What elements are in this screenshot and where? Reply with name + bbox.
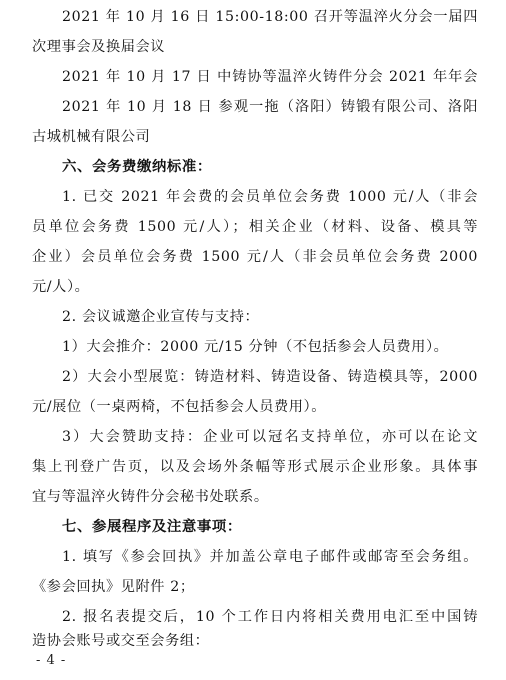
text-line: 元/人）。 [32,279,90,295]
section-heading: 七、参展程序及注意事项： [62,519,242,535]
text-line: 2021 年 10 月 17 日 中铸协等温淬火铸件分会 2021 年年会 [62,69,478,85]
section-heading: 六、会务费缴纳标准： [62,159,212,175]
text-line: 宜与等温淬火铸件分会秘书处联系。 [32,489,269,505]
text-line: 1. 已交 2021 年会费的会员单位会务费 1000 元/人（非会 [62,189,478,205]
text-line: 古城机械有限公司 [32,129,151,145]
text-line: 2021 年 10 月 16 日 15:00-18:00 召开等温淬火分会一届四 [62,9,478,25]
text-line: 2. 会议诚邀企业宣传与支持： [62,309,260,325]
page-number: - 4 - [36,653,67,668]
text-line: 1. 填写《参会回执》并加盖公章电子邮件或邮寄至会务组。 [62,549,478,565]
text-line: 3）大会赞助支持：企业可以冠名支持单位，亦可以在论文 [62,429,478,445]
text-line: 造协会账号或交至会务组： [32,633,210,649]
text-line: 企业）会员单位会务费 1500 元/人（非会员单位会务费 2000 [32,249,478,265]
text-line: 集上刊登广告页，以及会场外条幅等形式展示企业形象。具体事 [32,459,478,475]
text-line: 《参会回执》见附件 2； [32,579,195,595]
text-line: 2）大会小型展览：铸造材料、铸造设备、铸造模具等，2000 [62,369,478,385]
text-line: 2. 报名表提交后，10 个工作日内将相关费用电汇至中国铸 [62,609,478,625]
text-line: 员单位会务费 1500 元/人）；相关企业（材料、设备、模具等 [32,219,478,235]
text-line: 2021 年 10 月 18 日 参观一拖（洛阳）铸锻有限公司、洛阳 [62,99,478,115]
text-line: 次理事会及换届会议 [32,39,166,55]
text-line: 元/展位（一桌两椅，不包括参会人员费用）。 [32,399,327,415]
text-line: 1）大会推介：2000 元/15 分钟（不包括参会人员费用）。 [62,339,449,355]
